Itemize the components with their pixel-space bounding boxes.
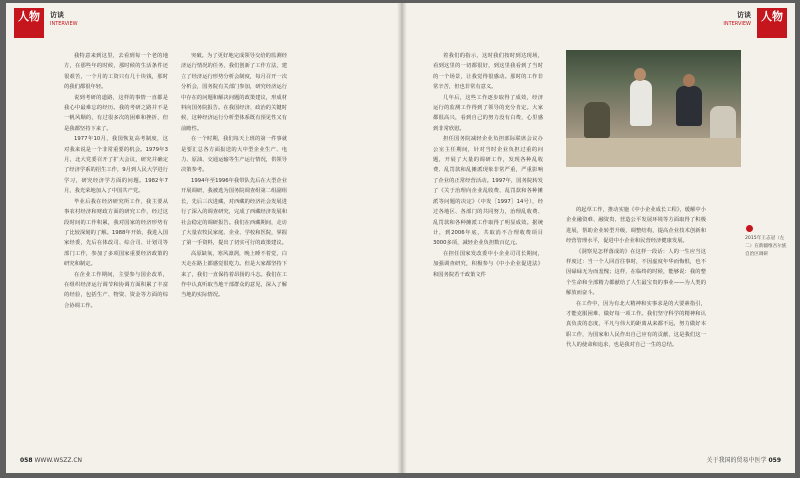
paragraph: 在工作中，因为有北大精神和实事求是的大要素指引，才能克服困难、做好每一项工作。我们坚守科学的精神和认真负责的态度，平凡与伟大的距离从来都不远，努力做好本职工作，为国家和人民作出自己应有的贡献，这是我们这一代人的使命和追求，也是我对自己一生的总结。 bbox=[566, 300, 706, 349]
photo-caption: 2015年王志冠（左二）在新疆维吾尔族自治区调研 bbox=[745, 236, 787, 257]
section-tag-left: 人物 bbox=[14, 8, 44, 38]
section-subtitle-right: INTERVIEW bbox=[723, 21, 751, 27]
photo-table bbox=[566, 138, 741, 167]
text-column-4 bbox=[566, 205, 706, 457]
photo-figure-head bbox=[683, 74, 695, 87]
photo-figure bbox=[676, 86, 702, 126]
caption-bullet-icon bbox=[746, 225, 753, 232]
paragraph: 我特意来到这里，去看到每一个老的地方，在那些年的时候，那时候的生活条件还很艰苦，一个月的工资只有几十块钱，那时的我们都很年轻。 bbox=[64, 53, 168, 91]
paragraph: 《洞察见怎样落成的》在这样一段话：人的一生应当这样度过：当一个人回首往事时，不因虚度年华而悔恨，也不因碌碌无为而羞愧；这样，在临终的时候，能够说：我的整个生命和全部精力都献给了人生最宝贵的事业——为人类的解放而奋斗。 bbox=[566, 248, 706, 297]
paragraph: 1994年至1996年我带队先后在大型企业开展调研，我被选为国务院调查组第二组副组长，先后三次进藏，对西藏的经济社会发展进行了深入的调查研究，完成了西藏经济发展和社会稳定的调研报告。我们在西藏期间，走访了大量农牧民家庭、企业、学校和医院，掌握了第一手资料，提出了切实可行的政策建议。 bbox=[181, 177, 287, 247]
page-gutter bbox=[397, 3, 407, 473]
section-label-left bbox=[50, 11, 78, 29]
paragraph: 担任国务院减轻企业负担部际联席会议办公室主任期间，针对当时企业负担过重的问题，开展了大量的调研工作，发现各种乱收费、乱罚款和乱摊派现象非常严重，严重影响了企业的正常经营活动。1997年，国务院转发了《关于治理向企业乱收费、乱罚款和各种摊派等问题的决定》（中发［1997］14号），经过各地区、各部门的共同努力，治理乱收费、乱罚款和各种摊派工作取得了明显成效。据统计，到2006年底，共取消不合理收费项目3000多项，减轻企业负担数百亿元。 bbox=[433, 136, 543, 247]
paragraph: 着我们的指示，这时我们按时到达现场，看到这里的一切都很好，到这里我看到了当时的一个场景，让我觉得很感动。那时的工作非常辛苦，但也非常有意义。 bbox=[433, 53, 543, 91]
paragraph: 高原缺氧，寒风凛冽，晚上睡不着觉，白天走在路上都感觉很吃力。但是大家都坚持下来了，我们一直保持着昂扬的斗志。我们在工作中认真听取当地干部群众的意见，深入了解当地的实际情况。 bbox=[181, 250, 287, 299]
text-column-2 bbox=[181, 51, 287, 457]
section-label-right bbox=[723, 11, 751, 29]
page-number-left: 058 bbox=[20, 457, 33, 464]
section-title-left: 访谈 bbox=[50, 11, 64, 19]
footer-magazine: 关于我国的贸易中医学 bbox=[706, 457, 767, 464]
paragraph: 的起草工作，推动实施《中小企业成长工程》，缓解中小企业融资难、融资贵、营造公平发展环境等方面取得了积极进展，帮助企业转型升级，调整结构，提高企业技术创新和经营管理水平，促进中小企业和民营经济健康发展。 bbox=[566, 207, 706, 245]
text-column-1 bbox=[64, 51, 168, 457]
footer-left bbox=[20, 457, 82, 465]
footer-site: WWW.WSZZ.CN bbox=[34, 457, 83, 464]
paragraph: 在一个时期，我们每天上班的第一件事就是要汇总各方面报送的大中型企业生产、电力、原油、交通运输等生产运行情况，供领导决策参考。 bbox=[181, 136, 287, 174]
paragraph: 毕业后我在经济研究所工作，我主要从事农村经济和财政方面的研究工作，经过这段时间的工作积累，我对国家的经济形势有了比较深刻的了解。1988年开始，我进入国家经委，先后在体改司、综合司、计划司等部门工作，参加了多项国家重要经济政策的研究和制定。 bbox=[64, 198, 168, 268]
section-tag-right: 人物 bbox=[757, 8, 787, 38]
paragraph: 在企业工作期间，主要参与国企改革，在组织经济运行调节和协调方面积累了丰富的经验，包括生产、物资、资金等方面的综合协调工作。 bbox=[64, 271, 168, 309]
section-subtitle-left: INTERVIEW bbox=[50, 21, 78, 27]
footer-right bbox=[707, 457, 781, 465]
photo-figure-head bbox=[634, 68, 646, 81]
text-column-3 bbox=[433, 51, 543, 457]
magazine-spread bbox=[6, 3, 795, 473]
article-photo bbox=[566, 50, 741, 167]
paragraph: 说到考研的道路，这样的事情一直都是我心中最难忘的经历。我的考研之路并不是一帆风顺的，有过很多次的困难和挫折，但是我都坚持下来了。 bbox=[64, 94, 168, 132]
paragraph: 几年后，这些工作逐步取得了成效，经济运行的监测工作得到了领导的充分肯定。大家都很高兴，看到自己的努力没有白费，心里感到非常欣慰。 bbox=[433, 94, 543, 132]
page-number-right: 059 bbox=[768, 457, 781, 464]
section-title-right: 访谈 bbox=[737, 11, 751, 19]
photo-figure bbox=[584, 102, 610, 138]
photo-figure bbox=[630, 80, 652, 126]
paragraph: 突破。为了更好地完成领导交给的监测经济运行情况的任务，我们创新了工作方法，建立了经济运行形势分析会制度，每月召开一次分析会，国务院有关部门参加，研究经济运行中存在的问题和解决问题的政策建议，形成材料向国务院报告。在我国经济、政治的关键时候，这种经济运行分析型体系既有预见性又有前瞻性。 bbox=[181, 53, 287, 132]
paragraph: 1977年10月，我国恢复高考制度，这对我来说是一个非常重要的机会。1979年3月，北大党委召开了扩大会议，研究并确定了经济学系的招生工作，9月到人民大学进行学习，研究经济学方面的问题。1982年7月，我光荣地加入了中国共产党。 bbox=[64, 136, 168, 195]
paragraph: 在担任国家发改委中小企业司司长期间，加强调查研究，积极参与《中小企业促进法》和国务院若干政策文件 bbox=[433, 250, 543, 278]
